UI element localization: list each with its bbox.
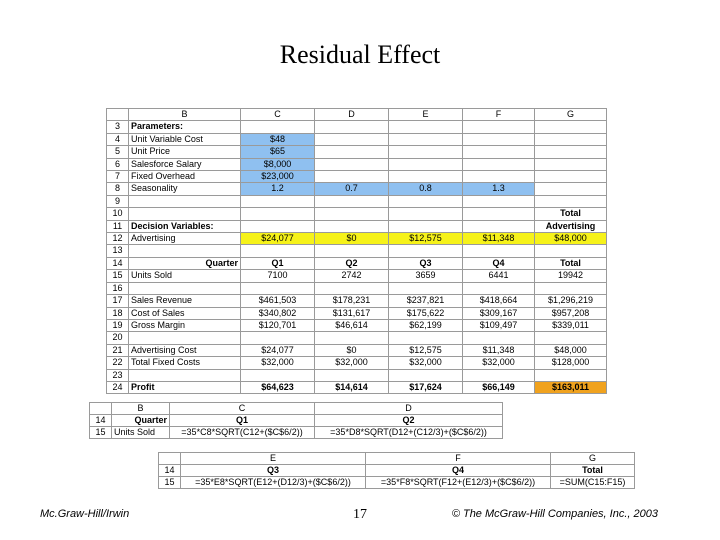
row-number[interactable]: 14 <box>90 415 112 427</box>
cell-e[interactable] <box>389 133 463 145</box>
cell-f[interactable]: $11,348 <box>463 233 535 245</box>
cell-g[interactable] <box>535 121 607 133</box>
row-number[interactable]: 18 <box>107 307 129 319</box>
sheet-row <box>107 381 607 393</box>
cell-c[interactable] <box>241 369 315 381</box>
cell-d[interactable] <box>315 121 389 133</box>
cell-label[interactable] <box>129 208 241 220</box>
cell-e[interactable]: $175,622 <box>389 307 463 319</box>
cell-b[interactable]: Quarter <box>112 415 170 427</box>
cell-d[interactable] <box>315 369 389 381</box>
sheet-row <box>107 171 607 183</box>
cell-g[interactable]: Total <box>535 208 607 220</box>
cell-f[interactable] <box>463 245 535 257</box>
cell-f[interactable] <box>463 171 535 183</box>
cell-g[interactable]: Advertising <box>535 220 607 232</box>
cell-f[interactable] <box>463 220 535 232</box>
cell-g[interactable] <box>535 183 607 195</box>
cell-d[interactable] <box>315 195 389 207</box>
cell-e[interactable]: Q3 <box>389 257 463 269</box>
cell-f[interactable] <box>463 158 535 170</box>
cell-d[interactable] <box>315 133 389 145</box>
column-header[interactable] <box>159 453 181 465</box>
sheet-row <box>107 344 607 356</box>
cell-g[interactable]: $957,208 <box>535 307 607 319</box>
cell-f[interactable] <box>463 146 535 158</box>
cell-label[interactable] <box>129 195 241 207</box>
cell-c[interactable]: $65 <box>241 146 315 158</box>
sheet-row <box>107 158 607 170</box>
cell-c[interactable] <box>241 332 315 344</box>
row-number[interactable]: 22 <box>107 357 129 369</box>
cell-f[interactable]: 1.3 <box>463 183 535 195</box>
column-header-row <box>159 453 635 465</box>
column-header-row <box>107 109 607 121</box>
row-number[interactable]: 17 <box>107 295 129 307</box>
cell-g[interactable] <box>535 195 607 207</box>
footer-publisher: Mc.Graw-Hill/Irwin <box>40 508 130 520</box>
row-number[interactable]: 5 <box>107 146 129 158</box>
sheet-row <box>107 220 607 232</box>
column-header[interactable] <box>107 109 129 121</box>
cell-e[interactable] <box>389 245 463 257</box>
cell-e[interactable] <box>389 208 463 220</box>
row-number[interactable]: 13 <box>107 245 129 257</box>
cell-f[interactable]: $11,348 <box>463 344 535 356</box>
cell-g[interactable] <box>535 369 607 381</box>
cell-label[interactable] <box>129 332 241 344</box>
sheet-row <box>107 295 607 307</box>
cell-e[interactable] <box>389 121 463 133</box>
row-number[interactable]: 23 <box>107 369 129 381</box>
cell-f[interactable] <box>463 133 535 145</box>
formula-row <box>159 477 635 489</box>
cell-d[interactable]: $178,231 <box>315 295 389 307</box>
cell-e[interactable]: $17,624 <box>389 381 463 393</box>
sheet-row <box>107 357 607 369</box>
cell-g[interactable]: =SUM(C15:F15) <box>551 477 635 489</box>
cell-label[interactable]: Gross Margin <box>129 319 241 331</box>
cell-c[interactable]: 1.2 <box>241 183 315 195</box>
row-number[interactable]: 11 <box>107 220 129 232</box>
cell-d[interactable]: Q2 <box>315 257 389 269</box>
row-number[interactable]: 15 <box>107 270 129 282</box>
cell-c[interactable]: $120,701 <box>241 319 315 331</box>
cell-d[interactable] <box>315 171 389 183</box>
cell-d[interactable] <box>315 146 389 158</box>
cell-f[interactable]: $66,149 <box>463 381 535 393</box>
footer-copyright: © The McGraw-Hill Companies, Inc., 2003 <box>451 508 658 520</box>
sheet-row <box>107 195 607 207</box>
cell-c[interactable] <box>241 282 315 294</box>
cell-f[interactable]: 6441 <box>463 270 535 282</box>
sheet-row <box>107 233 607 245</box>
cell-c[interactable] <box>241 195 315 207</box>
cell-e[interactable]: $62,199 <box>389 319 463 331</box>
cell-f[interactable]: $32,000 <box>463 357 535 369</box>
formula-row <box>90 415 503 427</box>
row-number[interactable]: 19 <box>107 319 129 331</box>
cell-c[interactable]: $64,623 <box>241 381 315 393</box>
column-header-row <box>90 403 503 415</box>
sheet-row <box>107 319 607 331</box>
row-number[interactable]: 9 <box>107 195 129 207</box>
row-number[interactable]: 24 <box>107 381 129 393</box>
cell-d[interactable] <box>315 282 389 294</box>
cell-g[interactable]: $128,000 <box>535 357 607 369</box>
column-header[interactable]: F <box>463 109 535 121</box>
cell-c[interactable]: 7100 <box>241 270 315 282</box>
cell-c[interactable]: $24,077 <box>241 233 315 245</box>
sheet-row <box>107 245 607 257</box>
formula-row <box>90 427 503 439</box>
sheet-row <box>107 208 607 220</box>
sheet-row <box>107 270 607 282</box>
cell-f[interactable] <box>463 369 535 381</box>
cell-label[interactable] <box>129 369 241 381</box>
cell-f[interactable]: Q4 <box>366 465 551 477</box>
cell-d[interactable]: $46,614 <box>315 319 389 331</box>
cell-c[interactable]: Q1 <box>241 257 315 269</box>
cell-label[interactable] <box>129 245 241 257</box>
cell-e[interactable]: $12,575 <box>389 344 463 356</box>
cell-label[interactable]: Advertising Cost <box>129 344 241 356</box>
sheet-row <box>107 183 607 195</box>
cell-e[interactable]: $12,575 <box>389 233 463 245</box>
cell-g[interactable] <box>535 332 607 344</box>
cell-label[interactable]: Units Sold <box>129 270 241 282</box>
row-number[interactable]: 15 <box>90 427 112 439</box>
cell-label[interactable]: Cost of Sales <box>129 307 241 319</box>
cell-label[interactable]: Parameters: <box>129 121 241 133</box>
cell-label[interactable]: Salesforce Salary <box>129 158 241 170</box>
sheet-row <box>107 332 607 344</box>
cell-e[interactable] <box>389 146 463 158</box>
cell-e[interactable]: =35*E8*SQRT(E12+(D12/3)+($C$6/2)) <box>181 477 366 489</box>
slide-title: Residual Effect <box>279 40 441 69</box>
cell-e[interactable]: 3659 <box>389 270 463 282</box>
cell-g[interactable]: Total <box>551 465 635 477</box>
cell-d[interactable]: 0.7 <box>315 183 389 195</box>
cell-d[interactable]: $0 <box>315 344 389 356</box>
cell-c[interactable]: $340,802 <box>241 307 315 319</box>
cell-d[interactable] <box>315 158 389 170</box>
cell-e[interactable] <box>389 158 463 170</box>
row-number[interactable]: 12 <box>107 233 129 245</box>
cell-g[interactable]: $163,011 <box>535 381 607 393</box>
cell-d[interactable] <box>315 332 389 344</box>
cell-f[interactable]: $309,167 <box>463 307 535 319</box>
column-header[interactable]: E <box>389 109 463 121</box>
cell-d[interactable]: $131,617 <box>315 307 389 319</box>
cell-d[interactable]: =35*D8*SQRT(D12+(C12/3)+($C$6/2)) <box>315 427 503 439</box>
cell-d[interactable] <box>315 220 389 232</box>
cell-f[interactable]: $109,497 <box>463 319 535 331</box>
cell-c[interactable]: $32,000 <box>241 357 315 369</box>
cell-g[interactable] <box>535 171 607 183</box>
cell-e[interactable] <box>389 171 463 183</box>
cell-e[interactable] <box>389 195 463 207</box>
cell-c[interactable]: =35*C8*SQRT(C12+($C$6/2)) <box>170 427 315 439</box>
row-number[interactable]: 7 <box>107 171 129 183</box>
cell-label[interactable]: Profit <box>129 381 241 393</box>
column-header[interactable]: C <box>241 109 315 121</box>
cell-label[interactable]: Decision Variables: <box>129 220 241 232</box>
cell-f[interactable]: Q4 <box>463 257 535 269</box>
cell-d[interactable]: Q2 <box>315 415 503 427</box>
cell-e[interactable] <box>389 220 463 232</box>
cell-c[interactable] <box>241 220 315 232</box>
cell-f[interactable]: $418,664 <box>463 295 535 307</box>
cell-label[interactable]: Advertising <box>129 233 241 245</box>
row-number[interactable]: 20 <box>107 332 129 344</box>
row-number[interactable]: 15 <box>159 477 181 489</box>
column-header[interactable]: C <box>170 403 315 415</box>
column-header[interactable]: B <box>112 403 170 415</box>
cell-c[interactable] <box>241 121 315 133</box>
row-number[interactable]: 4 <box>107 133 129 145</box>
cell-g[interactable]: $48,000 <box>535 233 607 245</box>
row-number[interactable]: 16 <box>107 282 129 294</box>
cell-e[interactable] <box>389 332 463 344</box>
cell-d[interactable] <box>315 245 389 257</box>
cell-label[interactable]: Unit Variable Cost <box>129 133 241 145</box>
column-header[interactable]: F <box>366 453 551 465</box>
column-header[interactable] <box>90 403 112 415</box>
cell-e[interactable]: 0.8 <box>389 183 463 195</box>
cell-label[interactable]: Fixed Overhead <box>129 171 241 183</box>
cell-c[interactable]: $48 <box>241 133 315 145</box>
sheet-row <box>107 257 607 269</box>
row-number[interactable]: 10 <box>107 208 129 220</box>
cell-label[interactable]: Quarter <box>129 257 241 269</box>
formula-table-q3-total <box>158 452 635 489</box>
cell-g[interactable]: $339,011 <box>535 319 607 331</box>
sheet-row <box>107 146 607 158</box>
cell-c[interactable]: $8,000 <box>241 158 315 170</box>
cell-f[interactable] <box>463 208 535 220</box>
column-header[interactable]: D <box>315 403 503 415</box>
cell-d[interactable]: $32,000 <box>315 357 389 369</box>
cell-g[interactable]: $48,000 <box>535 344 607 356</box>
row-number[interactable]: 21 <box>107 344 129 356</box>
cell-d[interactable] <box>315 208 389 220</box>
cell-c[interactable]: $24,077 <box>241 344 315 356</box>
column-header[interactable]: B <box>129 109 241 121</box>
cell-g[interactable] <box>535 158 607 170</box>
cell-e[interactable] <box>389 282 463 294</box>
sheet-row <box>107 282 607 294</box>
cell-f[interactable] <box>463 332 535 344</box>
row-number[interactable]: 14 <box>107 257 129 269</box>
cell-c[interactable]: $23,000 <box>241 171 315 183</box>
column-header[interactable]: G <box>535 109 607 121</box>
cell-c[interactable] <box>241 245 315 257</box>
cell-f[interactable]: =35*F8*SQRT(F12+(E12/3)+($C$6/2)) <box>366 477 551 489</box>
cell-label[interactable]: Sales Revenue <box>129 295 241 307</box>
cell-label[interactable]: Seasonality <box>129 183 241 195</box>
row-number[interactable]: 8 <box>107 183 129 195</box>
spreadsheet-main <box>106 108 607 394</box>
cell-g[interactable] <box>535 245 607 257</box>
cell-d[interactable]: $0 <box>315 233 389 245</box>
cell-label[interactable] <box>129 282 241 294</box>
column-header[interactable]: G <box>551 453 635 465</box>
column-header[interactable]: D <box>315 109 389 121</box>
cell-c[interactable] <box>241 208 315 220</box>
column-header[interactable]: E <box>181 453 366 465</box>
cell-d[interactable]: 2742 <box>315 270 389 282</box>
cell-g[interactable]: Total <box>535 257 607 269</box>
sheet-row <box>107 133 607 145</box>
cell-e[interactable]: $32,000 <box>389 357 463 369</box>
sheet-row <box>107 121 607 133</box>
row-number[interactable]: 14 <box>159 465 181 477</box>
cell-d[interactable]: $14,614 <box>315 381 389 393</box>
cell-label[interactable]: Total Fixed Costs <box>129 357 241 369</box>
cell-g[interactable] <box>535 282 607 294</box>
cell-b[interactable]: Units Sold <box>112 427 170 439</box>
formula-table-q1-q2 <box>89 402 503 439</box>
cell-g[interactable]: 19942 <box>535 270 607 282</box>
cell-e[interactable]: $237,821 <box>389 295 463 307</box>
cell-c[interactable]: $461,503 <box>241 295 315 307</box>
footer-page-number: 17 <box>353 507 367 522</box>
cell-g[interactable] <box>535 133 607 145</box>
cell-g[interactable] <box>535 146 607 158</box>
cell-f[interactable] <box>463 195 535 207</box>
cell-f[interactable] <box>463 282 535 294</box>
sheet-row <box>107 369 607 381</box>
cell-c[interactable]: Q1 <box>170 415 315 427</box>
cell-label[interactable]: Unit Price <box>129 146 241 158</box>
formula-row <box>159 465 635 477</box>
cell-e[interactable]: Q3 <box>181 465 366 477</box>
sheet-row <box>107 307 607 319</box>
row-number[interactable]: 6 <box>107 158 129 170</box>
cell-g[interactable]: $1,296,219 <box>535 295 607 307</box>
row-number[interactable]: 3 <box>107 121 129 133</box>
cell-f[interactable] <box>463 121 535 133</box>
cell-e[interactable] <box>389 369 463 381</box>
